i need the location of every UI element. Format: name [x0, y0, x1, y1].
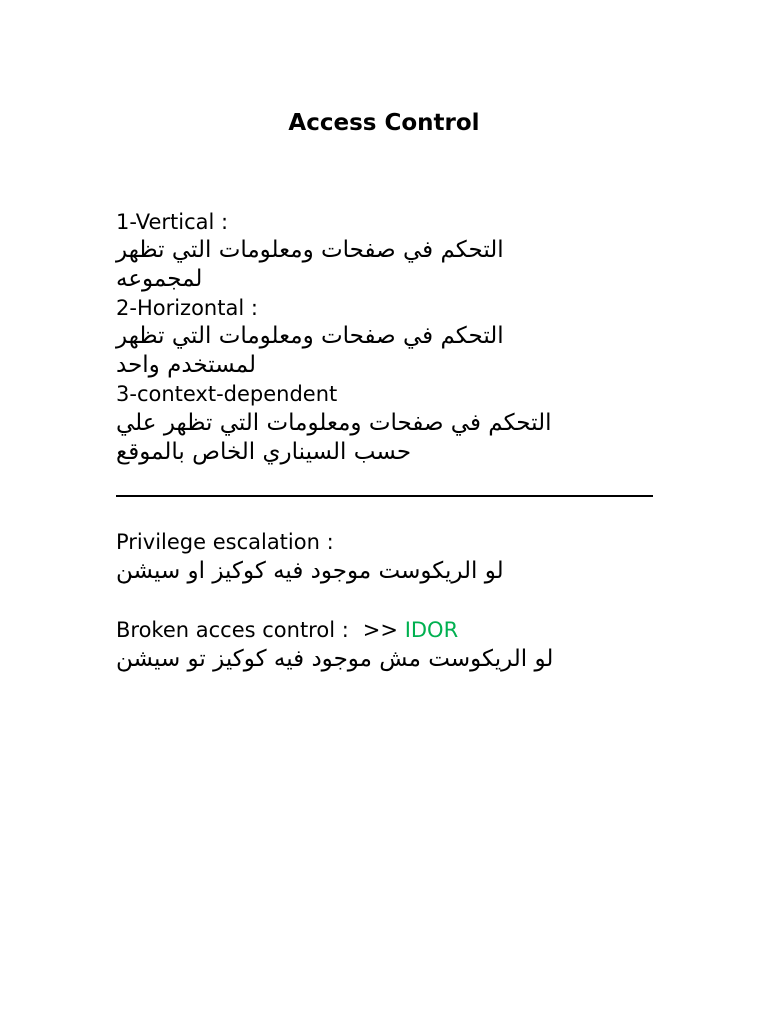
section-context-arabic — [116, 409, 613, 467]
section-context — [116, 380, 656, 408]
section-broken — [116, 616, 656, 644]
horizontal-arabic-line-2: لمستخدم واحد — [116, 352, 257, 378]
horizontal-label: 2-Horizontal : — [116, 296, 258, 320]
horizontal-arabic-line-1: التحكم في صفحات ومعلومات التي تظهر — [116, 323, 504, 349]
section-horizontal-arabic — [116, 322, 558, 380]
context-arabic-line-1: التحكم في صفحات ومعلومات التي تظهر علي — [116, 410, 552, 436]
section-privilege-arabic — [116, 557, 558, 586]
broken-label: Broken acces control : — [116, 618, 349, 642]
page-title: Access Control — [288, 110, 480, 136]
broken-line — [116, 616, 656, 644]
idor-highlight: IDOR — [404, 618, 459, 642]
context-label: 3-context-dependent — [116, 382, 338, 406]
privilege-arabic: لو الريكوست موجود فيه كوكيز او سيشن — [116, 558, 504, 584]
section-vertical — [116, 208, 656, 236]
vertical-arabic-line-1: التحكم في صفحات ومعلومات التي تظهر — [116, 237, 504, 263]
divider-line — [116, 495, 653, 497]
vertical-arabic-line-2: لمجموعه — [116, 266, 203, 292]
broken-arrow: >> — [362, 618, 398, 642]
section-privilege — [116, 528, 656, 556]
vertical-label: 1-Vertical : — [116, 210, 229, 234]
section-horizontal — [116, 294, 656, 322]
section-broken-arabic — [116, 645, 608, 674]
broken-arabic: لو الريكوست مش موجود فيه كوكيز تو سيشن — [116, 646, 554, 672]
section-vertical-arabic — [116, 236, 558, 294]
context-arabic-line-2: حسب السيناري الخاص بالموقع — [116, 439, 412, 465]
privilege-label: Privilege escalation : — [116, 530, 334, 554]
